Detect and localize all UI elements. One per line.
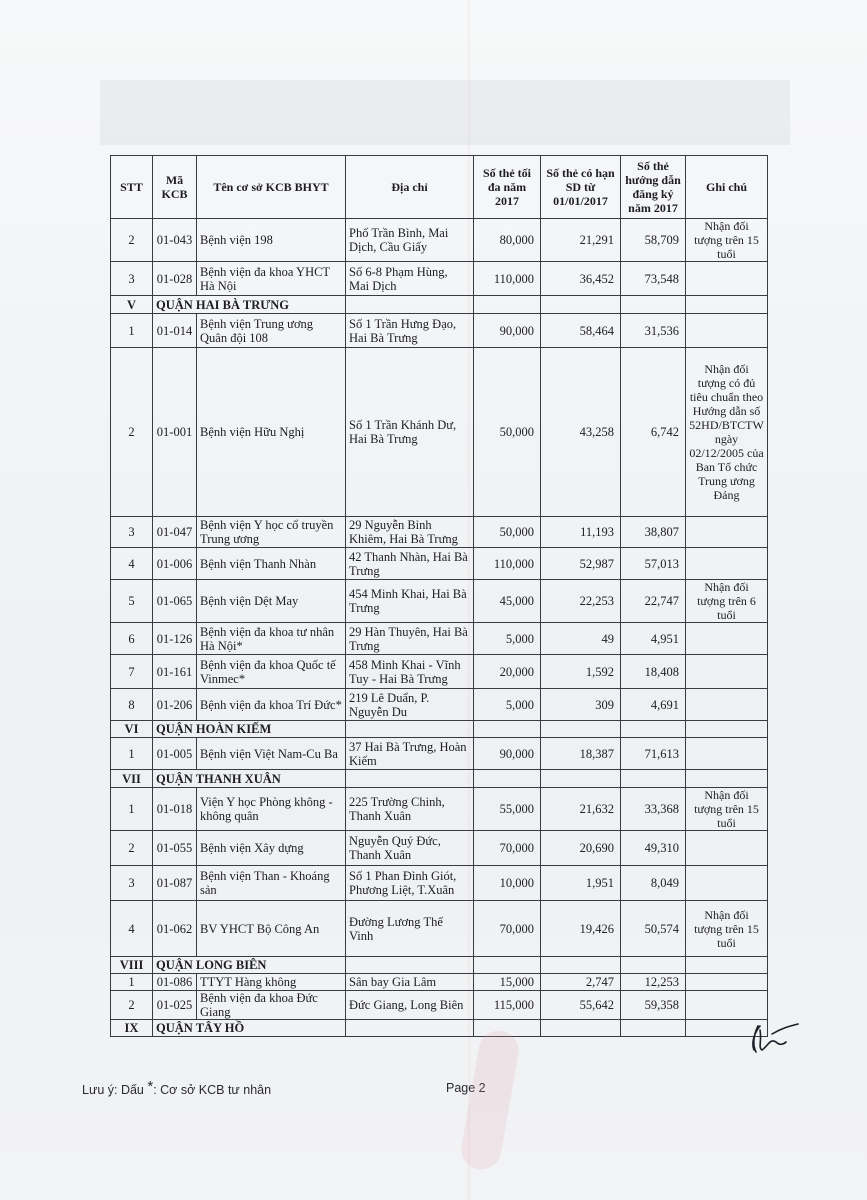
row-ma-kcb: 01-001 bbox=[153, 348, 197, 517]
page-number: Page 2 bbox=[446, 1081, 486, 1095]
row-facility-name: Bệnh viện 198 bbox=[197, 219, 346, 262]
row-max-cards: 55,000 bbox=[474, 788, 541, 831]
row-max-cards: 70,000 bbox=[474, 901, 541, 957]
table-row bbox=[111, 788, 768, 831]
row-valid-cards: 11,193 bbox=[541, 517, 621, 548]
row-valid-cards: 49 bbox=[541, 623, 621, 655]
row-address: Nguyễn Quý Đức, Thanh Xuân bbox=[346, 831, 474, 866]
row-stt: 2 bbox=[111, 348, 153, 517]
section-row bbox=[111, 770, 768, 788]
row-max-cards: 50,000 bbox=[474, 517, 541, 548]
row-max-cards: 110,000 bbox=[474, 262, 541, 296]
row-address: Số 1 Phan Đình Giót, Phương Liệt, T.Xuân bbox=[346, 866, 474, 901]
footer-note bbox=[82, 1078, 272, 1098]
row-max-cards: 80,000 bbox=[474, 219, 541, 262]
table-row bbox=[111, 219, 768, 262]
row-guide-cards: 6,742 bbox=[621, 348, 686, 517]
empty-cell bbox=[686, 770, 768, 788]
row-address: Sân bay Gia Lâm bbox=[346, 974, 474, 991]
section-row bbox=[111, 296, 768, 314]
row-valid-cards: 2,747 bbox=[541, 974, 621, 991]
row-address: 458 Minh Khai - Vĩnh Tuy - Hai Bà Trưng bbox=[346, 655, 474, 689]
row-ma-kcb: 01-005 bbox=[153, 738, 197, 770]
table-row bbox=[111, 517, 768, 548]
section-number: VII bbox=[111, 770, 153, 788]
table-row bbox=[111, 262, 768, 296]
row-max-cards: 5,000 bbox=[474, 623, 541, 655]
table-row bbox=[111, 580, 768, 623]
empty-cell bbox=[621, 957, 686, 974]
row-max-cards: 115,000 bbox=[474, 991, 541, 1020]
row-facility-name: Bệnh viện đa khoa Trí Đức* bbox=[197, 689, 346, 721]
table-row bbox=[111, 866, 768, 901]
signature-icon bbox=[740, 1020, 800, 1060]
row-ma-kcb: 01-161 bbox=[153, 655, 197, 689]
row-facility-name: Bệnh viện Dệt May bbox=[197, 580, 346, 623]
footer-note-suffix: : Cơ sở KCB tư nhân bbox=[153, 1083, 272, 1097]
row-note: Nhận đối tượng có đủ tiêu chuẩn theo Hướng dẫn số 52HD/BTCTW ngày 02/12/2005 của Ban Tổ chức Trung ương Đảng bbox=[686, 348, 768, 517]
row-ma-kcb: 01-206 bbox=[153, 689, 197, 721]
row-facility-name: Bệnh viện đa khoa tư nhân Hà Nội* bbox=[197, 623, 346, 655]
header-stt: STT bbox=[111, 156, 153, 219]
empty-cell bbox=[541, 296, 621, 314]
empty-cell bbox=[346, 721, 474, 738]
row-facility-name: TTYT Hàng không bbox=[197, 974, 346, 991]
row-note bbox=[686, 548, 768, 580]
row-stt: 1 bbox=[111, 974, 153, 991]
row-max-cards: 90,000 bbox=[474, 738, 541, 770]
bleed-through-area bbox=[100, 80, 790, 145]
table-row bbox=[111, 738, 768, 770]
row-facility-name: BV YHCT Bộ Công An bbox=[197, 901, 346, 957]
empty-cell bbox=[346, 1020, 474, 1037]
row-guide-cards: 49,310 bbox=[621, 831, 686, 866]
row-guide-cards: 8,049 bbox=[621, 866, 686, 901]
empty-cell bbox=[474, 770, 541, 788]
row-guide-cards: 4,951 bbox=[621, 623, 686, 655]
row-facility-name: Bệnh viện đa khoa Đức Giang bbox=[197, 991, 346, 1020]
row-ma-kcb: 01-025 bbox=[153, 991, 197, 1020]
row-valid-cards: 18,387 bbox=[541, 738, 621, 770]
row-max-cards: 110,000 bbox=[474, 548, 541, 580]
row-stt: 4 bbox=[111, 901, 153, 957]
empty-cell bbox=[621, 1020, 686, 1037]
row-address: 225 Trường Chinh, Thanh Xuân bbox=[346, 788, 474, 831]
row-note bbox=[686, 314, 768, 348]
row-address: Phố Trần Bình, Mai Dịch, Cầu Giấy bbox=[346, 219, 474, 262]
row-guide-cards: 58,709 bbox=[621, 219, 686, 262]
row-note: Nhận đối tượng trên 15 tuổi bbox=[686, 788, 768, 831]
row-ma-kcb: 01-018 bbox=[153, 788, 197, 831]
row-note: Nhận đối tượng trên 15 tuổi bbox=[686, 219, 768, 262]
row-valid-cards: 36,452 bbox=[541, 262, 621, 296]
facility-table bbox=[110, 155, 768, 1037]
row-valid-cards: 309 bbox=[541, 689, 621, 721]
row-valid-cards: 52,987 bbox=[541, 548, 621, 580]
row-stt: 5 bbox=[111, 580, 153, 623]
row-note bbox=[686, 689, 768, 721]
section-title: QUẬN TÂY HỒ bbox=[153, 1020, 346, 1037]
row-note bbox=[686, 991, 768, 1020]
table-row bbox=[111, 831, 768, 866]
row-ma-kcb: 01-126 bbox=[153, 623, 197, 655]
row-max-cards: 10,000 bbox=[474, 866, 541, 901]
row-guide-cards: 22,747 bbox=[621, 580, 686, 623]
row-note bbox=[686, 866, 768, 901]
table-row bbox=[111, 623, 768, 655]
row-note bbox=[686, 831, 768, 866]
row-guide-cards: 73,548 bbox=[621, 262, 686, 296]
row-ma-kcb: 01-028 bbox=[153, 262, 197, 296]
row-note: Nhận đối tượng trên 15 tuổi bbox=[686, 901, 768, 957]
row-valid-cards: 22,253 bbox=[541, 580, 621, 623]
row-address: Số 1 Trần Khánh Dư, Hai Bà Trưng bbox=[346, 348, 474, 517]
section-number: V bbox=[111, 296, 153, 314]
header-so-the-huong-dan: Số thẻ hướng dẫn đăng ký năm 2017 bbox=[621, 156, 686, 219]
section-number: IX bbox=[111, 1020, 153, 1037]
row-stt: 3 bbox=[111, 517, 153, 548]
table-row bbox=[111, 655, 768, 689]
row-stt: 1 bbox=[111, 788, 153, 831]
section-number: VI bbox=[111, 721, 153, 738]
row-stt: 4 bbox=[111, 548, 153, 580]
table-row bbox=[111, 689, 768, 721]
row-valid-cards: 1,951 bbox=[541, 866, 621, 901]
section-title: QUẬN HOÀN KIẾM bbox=[153, 721, 346, 738]
empty-cell bbox=[621, 721, 686, 738]
row-note bbox=[686, 623, 768, 655]
row-valid-cards: 19,426 bbox=[541, 901, 621, 957]
row-facility-name: Bệnh viện Xây dựng bbox=[197, 831, 346, 866]
row-note bbox=[686, 655, 768, 689]
empty-cell bbox=[346, 770, 474, 788]
row-max-cards: 90,000 bbox=[474, 314, 541, 348]
row-ma-kcb: 01-065 bbox=[153, 580, 197, 623]
empty-cell bbox=[621, 296, 686, 314]
row-address: Đức Giang, Long Biên bbox=[346, 991, 474, 1020]
empty-cell bbox=[686, 721, 768, 738]
row-facility-name: Bệnh viện đa khoa Quốc tế Vinmec* bbox=[197, 655, 346, 689]
section-title: QUẬN THANH XUÂN bbox=[153, 770, 346, 788]
row-address: Số 6-8 Phạm Hùng, Mai Dịch bbox=[346, 262, 474, 296]
row-valid-cards: 55,642 bbox=[541, 991, 621, 1020]
row-stt: 2 bbox=[111, 831, 153, 866]
row-stt: 1 bbox=[111, 314, 153, 348]
row-address: 37 Hai Bà Trưng, Hoàn Kiếm bbox=[346, 738, 474, 770]
empty-cell bbox=[621, 770, 686, 788]
row-valid-cards: 43,258 bbox=[541, 348, 621, 517]
section-row bbox=[111, 721, 768, 738]
row-ma-kcb: 01-006 bbox=[153, 548, 197, 580]
row-address: 29 Nguyễn Bỉnh Khiêm, Hai Bà Trưng bbox=[346, 517, 474, 548]
row-stt: 3 bbox=[111, 866, 153, 901]
row-stt: 6 bbox=[111, 623, 153, 655]
row-ma-kcb: 01-086 bbox=[153, 974, 197, 991]
header-ma-kcb: Mã KCB bbox=[153, 156, 197, 219]
row-note bbox=[686, 517, 768, 548]
empty-cell bbox=[541, 770, 621, 788]
row-note bbox=[686, 262, 768, 296]
table-row bbox=[111, 314, 768, 348]
empty-cell bbox=[541, 1020, 621, 1037]
section-title: QUẬN HAI BÀ TRƯNG bbox=[153, 296, 346, 314]
row-facility-name: Bệnh viện đa khoa YHCT Hà Nội bbox=[197, 262, 346, 296]
row-address: Đường Lương Thế Vinh bbox=[346, 901, 474, 957]
header-so-the-toi-da: Số thẻ tối đa năm 2017 bbox=[474, 156, 541, 219]
row-facility-name: Bệnh viện Thanh Nhàn bbox=[197, 548, 346, 580]
section-title: QUẬN LONG BIÊN bbox=[153, 957, 346, 974]
footer-note-star: * bbox=[147, 1078, 154, 1095]
row-facility-name: Bệnh viện Việt Nam-Cu Ba bbox=[197, 738, 346, 770]
row-valid-cards: 1,592 bbox=[541, 655, 621, 689]
section-row bbox=[111, 957, 768, 974]
row-guide-cards: 31,536 bbox=[621, 314, 686, 348]
empty-cell bbox=[474, 721, 541, 738]
footer-note-prefix: Lưu ý: Dấu bbox=[82, 1083, 148, 1097]
row-ma-kcb: 01-043 bbox=[153, 219, 197, 262]
row-max-cards: 45,000 bbox=[474, 580, 541, 623]
header-ghi-chu: Ghi chú bbox=[686, 156, 768, 219]
header-dia-chi: Địa chỉ bbox=[346, 156, 474, 219]
row-address: 42 Thanh Nhàn, Hai Bà Trưng bbox=[346, 548, 474, 580]
empty-cell bbox=[541, 957, 621, 974]
row-max-cards: 20,000 bbox=[474, 655, 541, 689]
row-guide-cards: 12,253 bbox=[621, 974, 686, 991]
empty-cell bbox=[474, 957, 541, 974]
row-facility-name: Bệnh viện Trung ương Quân đội 108 bbox=[197, 314, 346, 348]
row-guide-cards: 50,574 bbox=[621, 901, 686, 957]
row-ma-kcb: 01-055 bbox=[153, 831, 197, 866]
row-facility-name: Bệnh viện Than - Khoáng sản bbox=[197, 866, 346, 901]
empty-cell bbox=[346, 296, 474, 314]
empty-cell bbox=[686, 296, 768, 314]
row-valid-cards: 20,690 bbox=[541, 831, 621, 866]
table-row bbox=[111, 348, 768, 517]
row-address: Số 1 Trần Hưng Đạo, Hai Bà Trưng bbox=[346, 314, 474, 348]
row-note bbox=[686, 738, 768, 770]
row-guide-cards: 4,691 bbox=[621, 689, 686, 721]
row-guide-cards: 59,358 bbox=[621, 991, 686, 1020]
empty-cell bbox=[474, 296, 541, 314]
row-valid-cards: 58,464 bbox=[541, 314, 621, 348]
row-max-cards: 15,000 bbox=[474, 974, 541, 991]
row-guide-cards: 33,368 bbox=[621, 788, 686, 831]
table-row bbox=[111, 901, 768, 957]
row-address: 29 Hàn Thuyên, Hai Bà Trưng bbox=[346, 623, 474, 655]
row-stt: 2 bbox=[111, 991, 153, 1020]
row-facility-name: Bệnh viện Y học cổ truyền Trung ương bbox=[197, 517, 346, 548]
table-body bbox=[111, 219, 768, 1037]
empty-cell bbox=[686, 957, 768, 974]
row-note: Nhận đối tượng trên 6 tuổi bbox=[686, 580, 768, 623]
row-stt: 2 bbox=[111, 219, 153, 262]
row-guide-cards: 18,408 bbox=[621, 655, 686, 689]
table-row bbox=[111, 974, 768, 991]
row-max-cards: 50,000 bbox=[474, 348, 541, 517]
row-guide-cards: 38,807 bbox=[621, 517, 686, 548]
header-so-the-co-han: Số thẻ có hạn SD từ 01/01/2017 bbox=[541, 156, 621, 219]
row-stt: 3 bbox=[111, 262, 153, 296]
row-facility-name: Bệnh viện Hữu Nghị bbox=[197, 348, 346, 517]
row-address: 454 Minh Khai, Hai Bà Trưng bbox=[346, 580, 474, 623]
row-valid-cards: 21,291 bbox=[541, 219, 621, 262]
row-ma-kcb: 01-062 bbox=[153, 901, 197, 957]
row-max-cards: 5,000 bbox=[474, 689, 541, 721]
section-row bbox=[111, 1020, 768, 1037]
row-guide-cards: 71,613 bbox=[621, 738, 686, 770]
row-stt: 1 bbox=[111, 738, 153, 770]
table-row bbox=[111, 991, 768, 1020]
row-stt: 8 bbox=[111, 689, 153, 721]
row-valid-cards: 21,632 bbox=[541, 788, 621, 831]
header-ten-co-so: Tên cơ sở KCB BHYT bbox=[197, 156, 346, 219]
row-ma-kcb: 01-014 bbox=[153, 314, 197, 348]
row-ma-kcb: 01-047 bbox=[153, 517, 197, 548]
section-number: VIII bbox=[111, 957, 153, 974]
row-note bbox=[686, 974, 768, 991]
row-stt: 7 bbox=[111, 655, 153, 689]
row-address: 219 Lê Duẩn, P. Nguyễn Du bbox=[346, 689, 474, 721]
empty-cell bbox=[541, 721, 621, 738]
row-ma-kcb: 01-087 bbox=[153, 866, 197, 901]
row-facility-name: Viện Y học Phòng không - không quân bbox=[197, 788, 346, 831]
row-max-cards: 70,000 bbox=[474, 831, 541, 866]
empty-cell bbox=[346, 957, 474, 974]
table-row bbox=[111, 548, 768, 580]
table-header-row bbox=[111, 156, 768, 219]
row-guide-cards: 57,013 bbox=[621, 548, 686, 580]
